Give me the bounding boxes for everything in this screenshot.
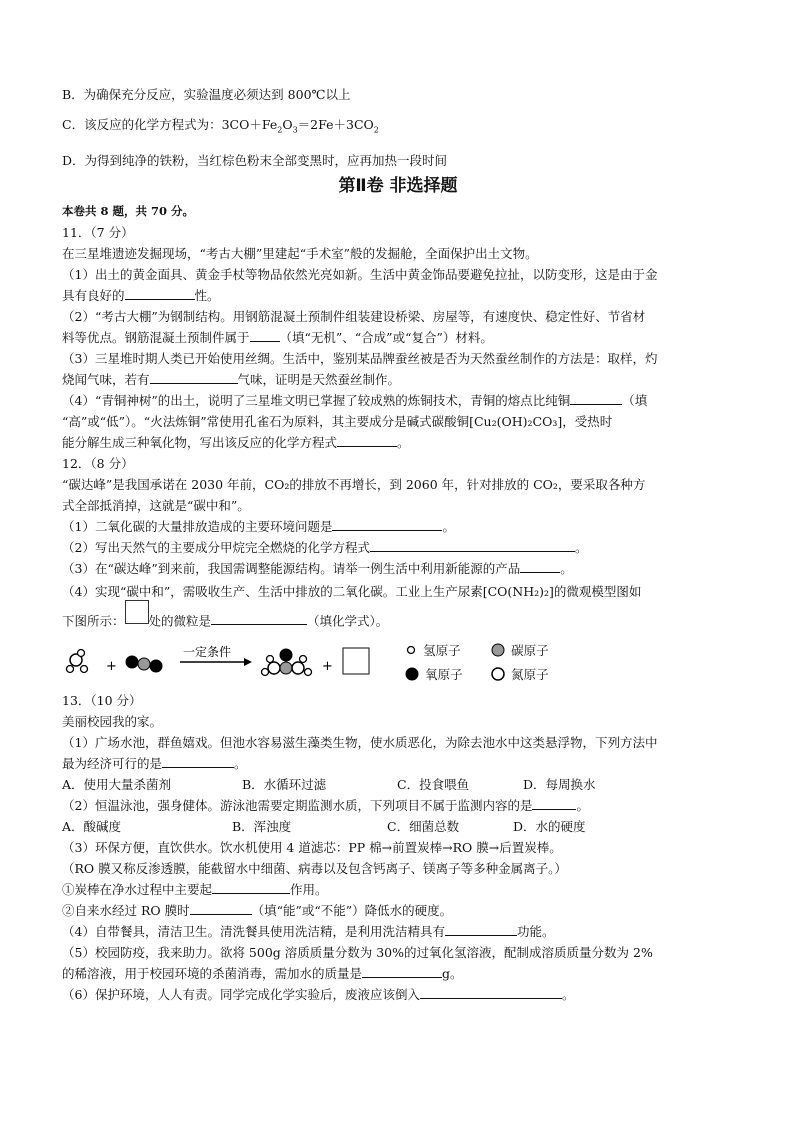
q11-p2b-pre: 料等优点。钢筋混凝土预制件属于 [62, 329, 250, 345]
legend-nitrogen-label: 氮原子 [511, 666, 549, 682]
q13-p3c-pre: ①炭棒在净水过程中主要起 [62, 881, 213, 897]
q12-p3-pre: （3）在“碳达峰”到来前，我国需调整能源结构。请举一例生活中利用新能源的产品 [62, 560, 521, 576]
q11-head: 11．（7 分） [62, 224, 134, 240]
q11-p4b: “高”或“低”）。“火法炼铜”常使用孔雀石为原料，其主要成分是碱式碳酸铜[Cu₂(OH)₂CO₃]，受热时 [62, 413, 613, 429]
q13-p6-post: 。 [561, 986, 575, 1002]
q13-p5a: （5）校园防疫，我来助力。欲将 500g 溶质质量分数为 30%的过氧化氢溶液，配制成溶质质量分数为 2% [62, 944, 653, 960]
q13-p5b [62, 963, 734, 984]
unknown-particle-box [125, 600, 149, 624]
legend-carbon [490, 640, 549, 659]
q11-p4c-pre: 能分解生成三种氧化物，写出该反应的化学方程式 [62, 434, 338, 450]
q11-p4a-pre: （4）“青铜神树”的出土，说明了三星堆文明已掌握了较成熟的炼铜技术，青铜的熔点比纯铜 [62, 392, 571, 408]
q11-p4a-post: （填 [622, 392, 648, 408]
answer-blank[interactable] [445, 923, 517, 936]
q12-p4b-pre: 下图所示： [62, 613, 125, 628]
q11-p3b [62, 369, 734, 390]
legend-hydrogen [404, 640, 461, 659]
option-c-sub-1: 2 [277, 125, 283, 135]
q11-p1b [62, 285, 734, 306]
q13-p6 [62, 984, 734, 1005]
q13-opt1-c[interactable]: C．投食喂鱼 [397, 776, 470, 792]
legend-oxygen [404, 664, 463, 683]
legend-oxygen-label: 氧原子 [425, 666, 463, 682]
co2-molecule [126, 655, 163, 672]
q13-opt2-d[interactable]: D．水的硬度 [513, 818, 586, 834]
q12-p1 [62, 516, 734, 537]
q11-p1a: （1）出土的黄金面具、黄金手杖等物品依然光亮如新。生活中黄金饰品要避免拉扯，以防变形，这是由于金 [62, 266, 658, 282]
nitrogen-atom-icon [490, 666, 506, 682]
q12-p1-post: 。 [442, 518, 455, 534]
q11-intro: 在三星堆遗迹发掘现场，“考古大棚”里建起“手术室”般的发掘舱，全面保护出土文物。 [62, 245, 538, 261]
q13-p2-pre: （2）恒温泳池，强身健体。游泳池需要定期监测水质，下列项目不属于监测内容的是 [62, 797, 533, 813]
option-c-sub-2: 3 [292, 125, 298, 135]
section-note: 本卷共 8 题，共 70 分。 [62, 203, 195, 218]
answer-blank[interactable] [420, 986, 562, 999]
option-c-text-2: O [282, 117, 293, 132]
urea-reaction-diagram [62, 640, 734, 686]
q12-p3-post: 。 [560, 560, 573, 576]
option-c-sub-3: 2 [373, 125, 379, 135]
plus-sign: + [106, 658, 117, 674]
q13-opt2-b[interactable]: B．浑浊度 [232, 818, 292, 834]
unknown-product-box [343, 648, 369, 674]
q13-p3a: （3）环保方便，直饮供水。饮水机使用 4 道滤芯：PP 棉→前置炭棒→RO 膜→后置炭棒。 [62, 839, 562, 855]
reaction-svg [62, 640, 402, 686]
q13-opt1-b[interactable]: B．水循环过滤 [242, 776, 327, 792]
answer-blank[interactable] [337, 434, 397, 447]
q12-p4a: （4）实现“碳中和”，需吸收生产、生活中排放的二氧化碳。工业上生产尿素[CO(NH₂)₂]的微观模型图如 [62, 583, 642, 599]
legend-carbon-label: 碳原子 [511, 642, 549, 658]
q13-p2-post: 。 [576, 797, 589, 813]
q11-p4a [62, 390, 734, 411]
q13-p3d [62, 900, 734, 921]
urea-molecule [262, 648, 312, 675]
q12-p2-post: 。 [574, 539, 588, 555]
q13-p3d-post: （填“能”或“不能”）降低水的硬度。 [251, 902, 453, 918]
q12-p4b-mid: 处的微粒是 [148, 613, 212, 628]
option-b: B．为确保充分反应，实验温度必须达到 800℃以上 [62, 87, 351, 102]
q12-p2-pre: （2）写出天然气的主要成分甲烷完全燃烧的化学方程式 [62, 539, 370, 555]
q13-p1b [62, 753, 734, 774]
q13-p4-pre: （4）自带餐具，清洁卫生。清洗餐具使用洗洁精，是利用洗洁精具有 [62, 923, 445, 939]
arrow-label: 一定条件 [183, 644, 232, 659]
answer-blank[interactable] [250, 329, 280, 342]
q11-p3a: （3）三星堆时期人类已开始使用丝绸。生活中，鉴别某品牌蚕丝被是否为天然蚕丝制作的方法是：取样，灼 [62, 350, 658, 366]
answer-blank[interactable] [150, 371, 238, 384]
q11-p1b-post: 性。 [194, 287, 220, 303]
option-d: D．为得到纯净的铁粉，当红棕色粉末全部变黑时，应再加热一段时间 [62, 152, 448, 168]
legend-hydrogen-label: 氢原子 [423, 642, 461, 658]
q13-p3d-pre: ②自来水经过 RO 膜时 [62, 902, 190, 918]
q13-p5b-post: g。 [442, 965, 463, 981]
answer-blank[interactable] [190, 902, 252, 915]
plus-sign: + [322, 658, 333, 674]
q13-p6-pre: （6）保护环境，人人有责。同学完成化学实验后，废液应该倒入 [62, 986, 420, 1002]
hydrogen-atom-icon [404, 643, 418, 657]
section-title: 第Ⅱ卷 非选择题 [338, 175, 458, 196]
q13-intro: 美丽校园我的家。 [62, 713, 163, 729]
legend-nitrogen [490, 664, 549, 683]
q13-p3c [62, 879, 734, 900]
answer-blank[interactable] [520, 560, 560, 573]
q11-p4c [62, 432, 734, 453]
q11-p2a: （2）“考古大棚”为钢制结构。用钢筋混凝土预制件组装建设桥梁、房屋等，有速度快、稳定性好、节省材 [62, 308, 646, 324]
answer-blank[interactable] [162, 755, 234, 768]
q13-p4-post: 功能。 [516, 923, 555, 939]
q12-p2 [62, 537, 734, 558]
answer-blank[interactable] [532, 797, 576, 810]
q13-opt2-a[interactable]: A．酸碱度 [62, 818, 122, 834]
q13-p5b-pre: 的稀溶液，用于校园环境的杀菌消毒，需加水的质量是 [62, 965, 363, 981]
q12-head: 12．（8 分） [62, 455, 134, 471]
q13-p4 [62, 921, 734, 942]
q12-p3 [62, 558, 734, 579]
arrow-head [244, 658, 252, 666]
q11-p3b-pre: 烧闻气味，若有 [62, 371, 150, 387]
q12-intro2: 式全部抵消掉，这就是“碳中和”。 [62, 497, 250, 513]
q13-p3c-post: 作用。 [290, 881, 328, 897]
q13-head: 13．（10 分） [62, 692, 142, 708]
carbon-atom-icon [490, 642, 506, 658]
answer-blank[interactable] [125, 287, 195, 300]
q11-p3b-post: 气味，证明是天然蚕丝制作。 [237, 371, 401, 387]
q13-p1b-post: 。 [234, 755, 247, 771]
q13-p1b-pre: 最为经济可行的是 [62, 755, 163, 771]
q11-p1b-pre: 具有良好的 [62, 287, 125, 303]
q13-opt2-c[interactable]: C．细菌总数 [387, 818, 460, 834]
answer-blank[interactable] [212, 881, 290, 894]
q13-p1a: （1）广场水池，群鱼嬉戏。但池水容易滋生藻类生物，使水质恶化，为除去池水中这类悬浮物，下列方法中 [62, 734, 658, 750]
option-c [62, 114, 734, 141]
answer-blank[interactable] [332, 518, 442, 531]
ammonia-molecule [67, 649, 88, 672]
q13-options-2 [62, 816, 734, 837]
q13-p2 [62, 795, 734, 816]
answer-blank[interactable] [570, 392, 622, 405]
answer-blank[interactable] [211, 612, 307, 625]
q12-p4b [62, 610, 734, 634]
answer-blank[interactable] [362, 965, 442, 978]
answer-blank[interactable] [370, 539, 575, 552]
q12-p4b-post: （填化学式）。 [307, 613, 389, 628]
option-c-text-1: C．该反应的化学方程式为：3CO＋Fe [62, 117, 278, 132]
oxygen-atom-icon [404, 666, 420, 682]
q13-options-1 [62, 774, 734, 795]
q12-intro1: “碳达峰”是我国承诺在 2030 年前，CO₂的排放不再增长，到 2060 年，针对排放的 CO₂，要采取各种方 [62, 476, 646, 492]
q11-p2b-post: （填“无机”、“合成”或“复合”）材料。 [279, 329, 493, 345]
q12-p1-pre: （1）二氧化碳的大量排放造成的主要环境问题是 [62, 518, 333, 534]
q11-p2b [62, 327, 734, 348]
option-c-text-3: ＝2Fe＋3CO [297, 117, 374, 132]
q13-p3b: （RO 膜又称反渗透膜，能截留水中细菌、病毒以及包含钙离子、镁离子等多种金属离子。） [62, 860, 567, 876]
q13-opt1-a[interactable]: A．使用大量杀菌剂 [62, 776, 172, 792]
q11-p4c-post: 。 [397, 434, 410, 450]
page-content [62, 84, 734, 1005]
q13-opt1-d[interactable]: D．每周换水 [523, 776, 596, 792]
